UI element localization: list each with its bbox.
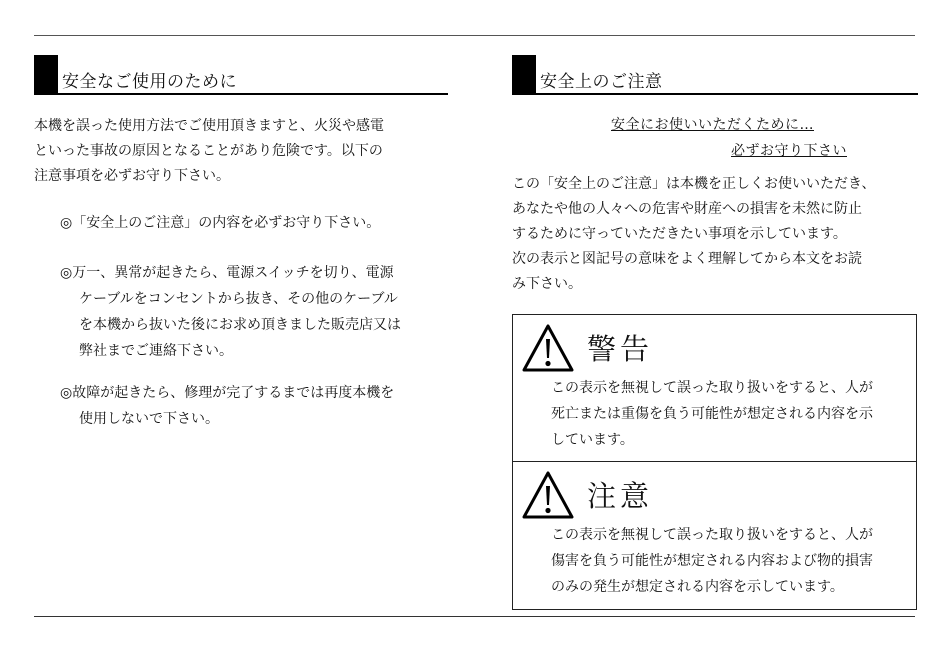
- right-heading-text: 安全上のご注意: [540, 72, 663, 92]
- caution-body: [551, 522, 873, 600]
- left-heading-text: 安全なご使用のために: [62, 72, 237, 92]
- paragraph-line: あなたや他の人々への危害や財産への損害を未然に防止: [512, 201, 862, 217]
- warning-body: [551, 375, 873, 453]
- note-item-1: [60, 210, 380, 236]
- paragraph-line: といった事故の原因となることがあり危険です。以下の: [34, 143, 383, 159]
- note-line: ◎万一、異常が起きたら、電源スイッチを切り、電源: [60, 265, 394, 281]
- paragraph-line: するために守っていただきたい事項を示しています。: [512, 226, 847, 242]
- heading-underline: [536, 93, 918, 95]
- warning-box: [512, 314, 917, 462]
- paragraph-line: み下さい。: [512, 276, 582, 292]
- paragraph-line: この「安全上のご注意」は本機を正しくお使いいただき、: [512, 176, 876, 192]
- body-line: 傷害を負う可能性が想定される内容および物的損害: [551, 553, 873, 569]
- note-line: を本機から抜いた後にお求め頂きました販売店又は: [79, 317, 401, 333]
- note-line: ケーブルをコンセントから抜き、その他のケーブル: [79, 291, 398, 307]
- right-section-heading: [512, 55, 918, 95]
- caution-box: [512, 461, 917, 610]
- right-intro-paragraph: [512, 172, 875, 297]
- note-line: 弊社までご連絡下さい。: [79, 343, 233, 359]
- body-line: 死亡または重傷を負う可能性が想定される内容を示: [551, 406, 873, 422]
- paragraph-line: 次の表示と図記号の意味をよく理解してから本文をお読: [512, 251, 862, 267]
- body-line: この表示を無視して誤った取り扱いをすると、人が: [551, 527, 873, 543]
- note-line: 使用しないで下さい。: [79, 411, 219, 427]
- warning-triangle-icon: [521, 470, 575, 520]
- heading-marker: [512, 55, 536, 95]
- bottom-rule: [34, 616, 915, 617]
- subheading-line-1: 安全にお使いいただくために…: [611, 117, 814, 133]
- left-intro-paragraph: [34, 114, 384, 189]
- paragraph-line: 本機を誤った使用方法でご使用頂きますと、火災や感電: [34, 118, 384, 134]
- heading-underline: [58, 93, 448, 95]
- heading-marker: [34, 55, 58, 95]
- note-item-2: [60, 260, 401, 364]
- note-item-3: [60, 380, 394, 432]
- caution-title: 注意: [587, 479, 654, 513]
- body-line: この表示を無視して誤った取り扱いをすると、人が: [551, 380, 873, 396]
- body-line: しています。: [551, 432, 634, 448]
- warning-title: 警告: [587, 332, 654, 366]
- body-line: のみの発生が想定される内容を示しています。: [551, 579, 844, 595]
- paragraph-line: 注意事項を必ずお守り下さい。: [34, 168, 230, 184]
- subheading-line-2: 必ずお守り下さい: [731, 143, 847, 159]
- note-line: ◎「安全上のご注意」の内容を必ずお守り下さい。: [60, 215, 381, 231]
- warning-triangle-icon: [521, 323, 575, 373]
- top-rule: [34, 35, 915, 36]
- note-line: ◎故障が起きたら、修理が完了するまでは再度本機を: [60, 385, 395, 401]
- left-section-heading: [34, 55, 448, 95]
